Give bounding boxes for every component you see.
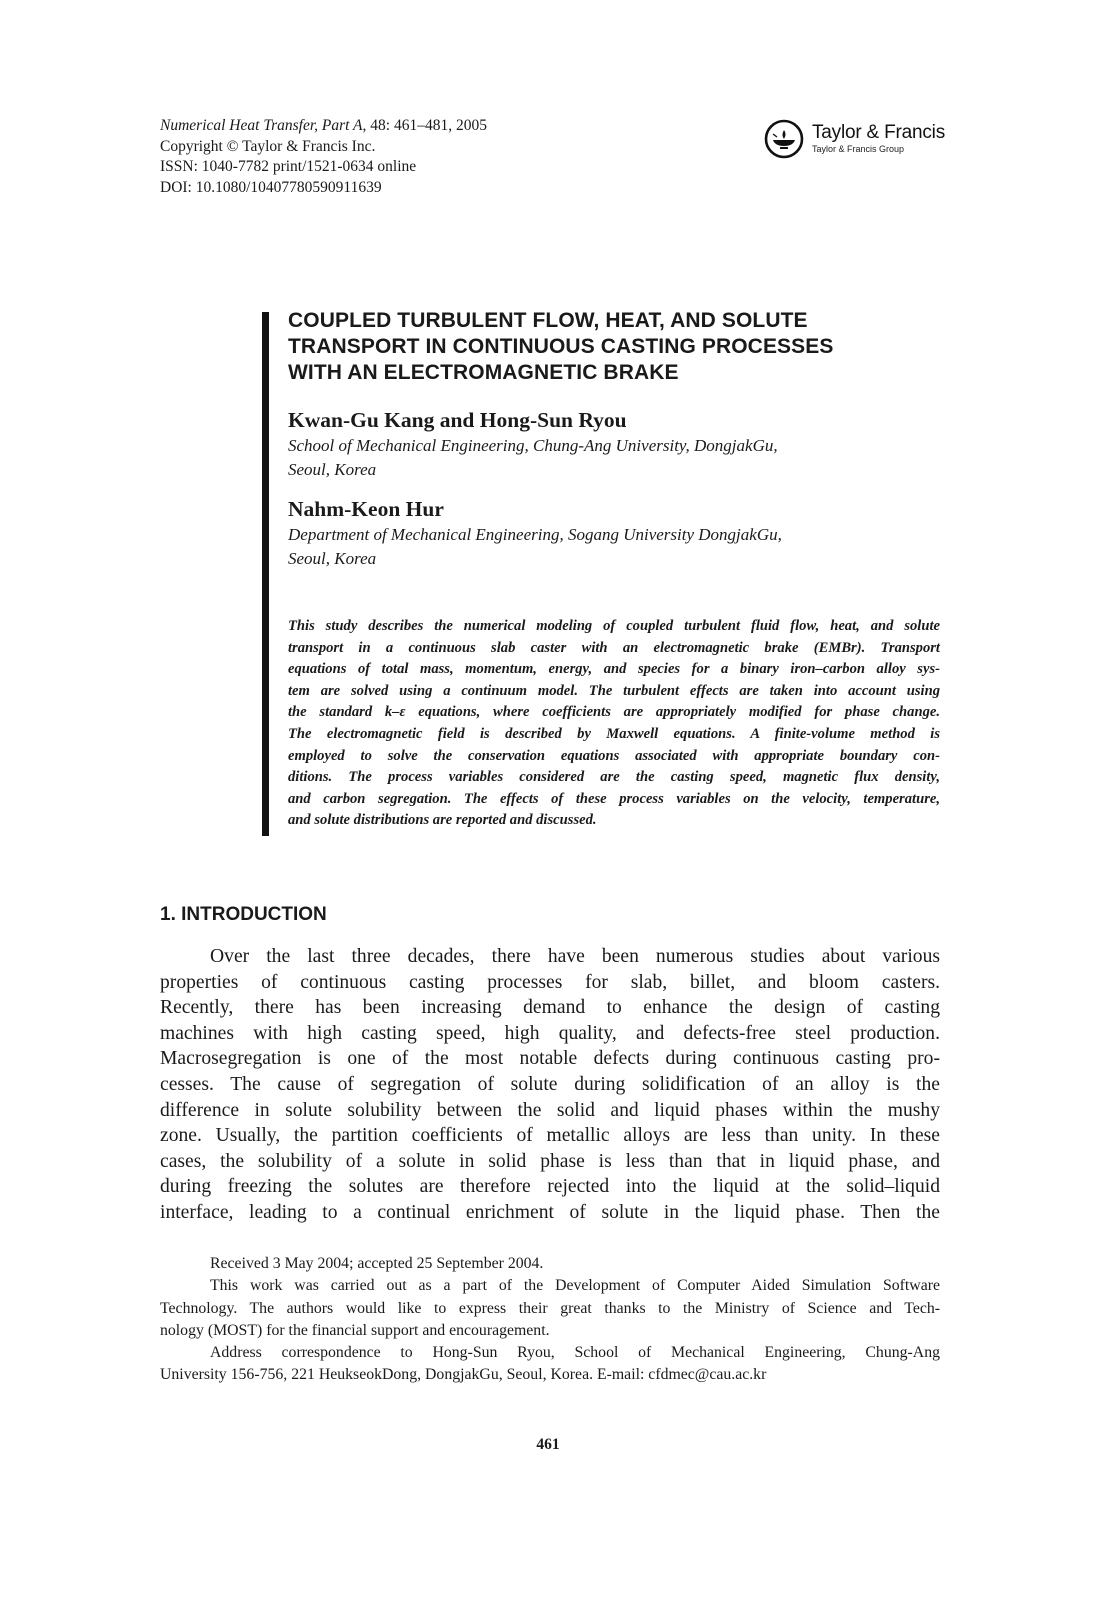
- abstract-line: the standard k–ε equations, where coefficients are appropriately modified for phase change.: [288, 704, 940, 721]
- author-name: Nahm-Keon Hur: [288, 497, 444, 521]
- abstract-line: The electromagnetic field is described by Maxwell equations. A finite-volume method is: [288, 725, 940, 742]
- author-group: [288, 407, 952, 482]
- journal-name: Numerical Heat Transfer, Part A: [160, 117, 363, 134]
- abstract-line: employed to solve the conservation equations associated with appropriate boundary con-: [288, 747, 940, 764]
- body-line: Over the last three decades, there have been numerous studies about various: [210, 946, 940, 967]
- affiliation-line: Seoul, Korea: [288, 549, 377, 568]
- abstract-line: and carbon segregation. The effects of these process variables on the velocity, temperature,: [288, 790, 940, 807]
- footnotes: [160, 1253, 940, 1387]
- author-name: Kwan-Gu Kang and Hong-Sun Ryou: [288, 408, 627, 432]
- body-line: interface, leading to a continual enrichment of solute in the liquid phase. Then the: [160, 1201, 940, 1223]
- body-line: Macrosegregation is one of the most notable defects during continuous casting pro-: [160, 1048, 940, 1070]
- body-line: machines with high casting speed, high quality, and defects-free steel production.: [160, 1022, 940, 1044]
- paper-title-line: TRANSPORT IN CONTINUOUS CASTING PROCESSES: [288, 335, 834, 358]
- title-side-bar: [262, 312, 269, 836]
- journal-issn: ISSN: 1040-7782 print/1521-0634 online: [160, 158, 417, 175]
- body-line: zone. Usually, the partition coefficients of metallic alloys are less than unity. In these: [160, 1125, 940, 1147]
- footnote-address-line: Address correspondence to Hong-Sun Ryou, School of Mechanical Engineering, Chung-Ang: [210, 1344, 940, 1362]
- abstract-line: and solute distributions are reported and discussed.: [288, 812, 597, 829]
- abstract-line: This study describes the numerical modeling of coupled turbulent fluid flow, heat, and solute: [288, 618, 940, 634]
- author-affiliation: [288, 523, 952, 571]
- abstract-line: tem are solved using a continuum model. The turbulent effects are taken into account using: [288, 682, 940, 699]
- abstract: [288, 616, 940, 832]
- publisher-group: Taylor & Francis Group: [812, 144, 905, 154]
- paper-title-line: COUPLED TURBULENT FLOW, HEAT, AND SOLUTE: [288, 309, 808, 332]
- abstract-line: equations of total mass, momentum, energy, and species for a binary iron–carbon alloy sys-: [288, 661, 940, 678]
- journal-volume-pages: , 48: 461–481, 2005: [362, 117, 487, 134]
- journal-copyright: Copyright © Taylor & Francis Inc.: [160, 137, 376, 155]
- author-list: [288, 407, 952, 571]
- publisher-name: Taylor & Francis: [812, 122, 946, 143]
- section-heading-introduction: 1. INTRODUCTION: [160, 904, 327, 925]
- footnote-funding-line: Technology. The authors would like to express their great thanks to the Ministry of Science and Tech-: [160, 1299, 940, 1317]
- taylor-francis-lamp-icon: [764, 119, 804, 159]
- introduction-paragraph: [160, 944, 940, 1226]
- abstract-line: transport in a continuous slab caster with an electromagnetic brake (EMBr). Transport: [288, 639, 940, 656]
- body-line: cases, the solubility of a solute in solid phase is less than that in liquid phase, and: [160, 1150, 940, 1172]
- abstract-line: ditions. The process variables considered are the casting speed, magnetic flux density,: [288, 769, 940, 786]
- footnote-address-line: University 156-756, 221 HeukseokDong, DongjakGu, Seoul, Korea. E-mail: cfdmec@cau.ac.kr: [160, 1366, 767, 1384]
- page-number: 461: [536, 1436, 560, 1453]
- body-line: cesses. The cause of segregation of solute during solidification of an alloy is the: [160, 1073, 940, 1095]
- author-affiliation: [288, 434, 952, 482]
- footnote-funding-line: nology (MOST) for the financial support and encouragement.: [160, 1321, 550, 1339]
- paper-title: [288, 308, 952, 386]
- body-line: properties of continuous casting processes for slab, billet, and bloom casters.: [160, 971, 940, 993]
- body-line: difference in solute solubility between the solid and liquid phases within the mushy: [160, 1099, 940, 1121]
- body-line: Recently, there has been increasing demand to enhance the design of casting: [160, 997, 940, 1019]
- title-content: [288, 308, 952, 829]
- journal-citation-line: [160, 116, 487, 137]
- footnote-received: Received 3 May 2004; accepted 25 September 2004.: [210, 1255, 544, 1272]
- footnote-funding-line: This work was carried out as a part of the Development of Computer Aided Simulation Software: [210, 1277, 940, 1295]
- publisher-logo: [764, 119, 945, 159]
- author-group: [288, 496, 952, 571]
- journal-doi: DOI: 10.1080/10407780590911639: [160, 178, 382, 196]
- affiliation-line: Seoul, Korea: [288, 460, 377, 479]
- publisher-logo-text: [812, 123, 945, 155]
- paper-title-line: WITH AN ELECTROMAGNETIC BRAKE: [288, 361, 679, 384]
- affiliation-line: School of Mechanical Engineering, Chung-Ang University, DongjakGu,: [288, 436, 778, 455]
- affiliation-line: Department of Mechanical Engineering, Sogang University DongjakGu,: [288, 525, 782, 544]
- title-abstract-block: [262, 308, 952, 840]
- journal-citation-block: [160, 116, 487, 198]
- body-line: during freezing the solutes are therefore rejected into the liquid at the solid–liquid: [160, 1176, 940, 1198]
